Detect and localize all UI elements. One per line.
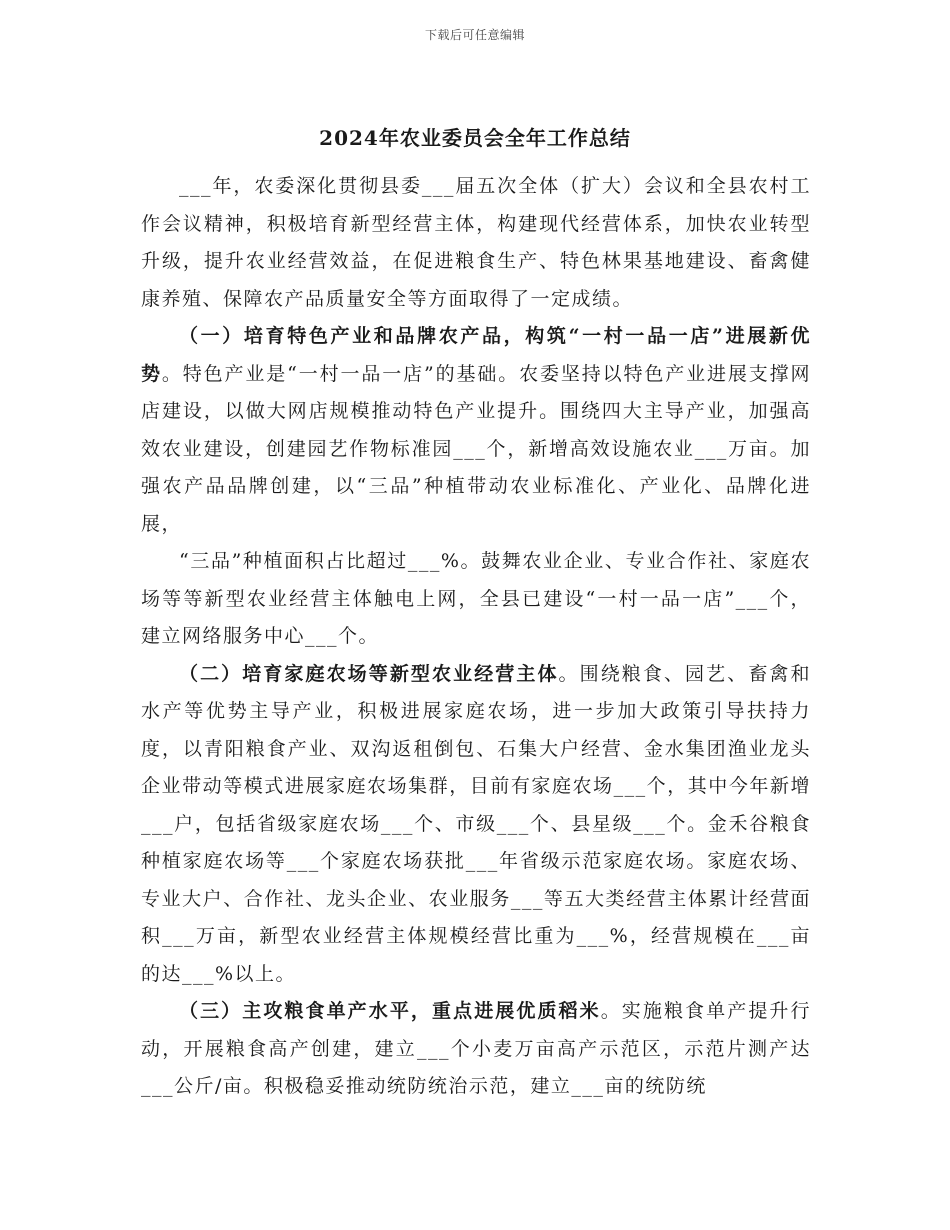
page-header-note: 下载后可任意编辑: [424, 28, 525, 42]
section-heading-1: （一）培育特色产业和品牌农产品，构筑“一村一品一店”进展新优势: [141, 325, 811, 385]
section-heading-3: （三）主攻粮食单产水平，重点进展优质稻米: [179, 1000, 601, 1022]
paragraph-text: 。实施粮食单产提升行动，开展粮食高产创建，建立___个小麦万亩高产示范区，示范片测产达___公斤/亩。积极稳妥推动统防统治示范，建立___亩的统防统: [141, 1000, 811, 1097]
paragraph-text: ___年，农委深化贯彻县委___届五次全体（扩大）会议和全县农村工作会议精神，积极培育新型经营主体，构建现代经营体系，加快农业转型升级，提升农业经营效益，在促进粮食生产、特色林果基地建设、畜禽健康养殖、保障农产品质量安全等方面取得了一定成绩。: [141, 175, 811, 310]
paragraph-section-1-cont: [141, 543, 811, 656]
paragraph-text: 。围绕粮食、园艺、畜禽和水产等优势主导产业，积极进展家庭农场，进一步加大政策引导扶持力度，以青阳粮食产业、双沟返租倒包、石集大户经营、金水集团渔业龙头企业带动等模式进展家庭农场集群，目前有家庭农场___个，其中今年新增___户，包括省级家庭农场___个、市级___个、县星级___个。金禾谷粮食种植家庭农场等___个家庭农场获批___年省级示范家庭农场。家庭农场、专业大户、合作社、龙头企业、农业服务___等五大类经营主体累计经营面积___万亩，新型农业经营主体规模经营比重为___%，经营规模在___亩的达___%以上。: [141, 662, 811, 985]
paragraph-section-2: [141, 656, 811, 994]
document-body: [141, 168, 811, 1106]
paragraph-section-3: [141, 993, 811, 1106]
document-title: 2024年农业委员会全年工作总结: [319, 126, 631, 150]
paragraph-section-1: [141, 318, 811, 543]
section-heading-2: （二）培育家庭农场等新型农业经营主体: [179, 662, 559, 685]
paragraph-text: “三品”种植面积占比超过___%。鼓舞农业企业、专业合作社、家庭农场等等新型农业经营主体触电上网，全县已建设“一村一品一店”___个，建立网络服务中心___个。: [141, 550, 811, 647]
paragraph-intro: [141, 168, 811, 318]
paragraph-text: 。特色产业是“一村一品一店”的基础。农委坚持以特色产业进展支撑网店建设，以做大网店规模推动特色产业提升。围绕四大主导产业，加强高效农业建设，创建园艺作物标准园___个，新增高效设施农业___万亩。加强农产品品牌创建，以“三品”种植带动农业标准化、产业化、品牌化进展，: [141, 362, 811, 535]
